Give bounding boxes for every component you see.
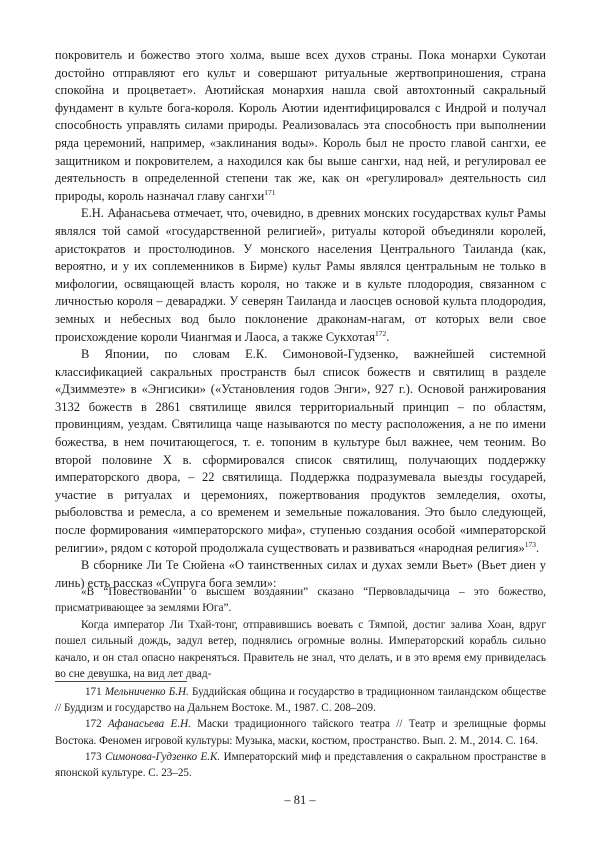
footnote-172 — [55, 716, 546, 748]
footnote-text: Маски традиционного тайского театра // Театр и зрелищные формы Востока. Феномен игровой культуры: Музыка, маски, костюм, пространство. Вып. 2. М., 2014. С. 164. — [55, 718, 546, 747]
quote-paragraph-1: «В “Повествовании о высшем воздаянии” сказано “Первовладычица – это божество, присматривающее за землями Юга”. — [55, 586, 546, 615]
paragraph-2-text: Е.Н. Афанасьева отмечает, что, очевидно, в древних монских государствах культ Рамы являлся той самой «государственной религией», ритуалы которой объединяли королей, аристократов и простолюдинов. У монского населения Центрального Таиланда (как, вероятно, и у их соплеменников в Бирме) культ Рамы являлся центральным не только в мифологии, освящающей власть короля, но также и в культе плодородия, связанном с личностью короля – девараджи. У северян Таиланда и лаосцев основой культа плодородия, земных и небесных вод было поклонение драконам-нагам, от которых вели свое происхождение короли Чиангмая и Лаоса, а также Сукхотая — [55, 206, 546, 344]
footnote-number: 171 — [85, 686, 102, 698]
footnote-ref-171[interactable]: 171 — [264, 187, 276, 197]
paragraph-3-text: В Японии, по словам Е.К. Симоновой-Гудзенко, важнейшей системной классификацией сакральных пространств был список божеств и святилищ в разделе «Дзиммеэте» в «Энгисики» («Установления годов Энги», 927 г.). Основой ранжирования 3132 божеств в 2861 святилище явился территориальный принцип – по областям, провинциям, уездам. Святилища чаще называются по месту расположения, а не по имени божества, в нем почитающегося, т. е. топоним в культуре был важнее, чем теоним. Во второй половине X в. сформировался список святилищ, получающих поддержку императорского двора, – 22 святилища. Поддержка подразумевала выезды государей, участие в ритуалах и церемониях, пожертвования продуктов земледелия, охоты, рыболовства и ремесла, а со временем и земельные пожалования. Это было следующей, после формирования «императорского мифа», ступенью создания особой «императорской религии», рядом с которой продолжала существовать и развиваться «народная религия» — [55, 347, 546, 555]
quotation-block — [55, 584, 546, 682]
page-number: – 81 – — [284, 793, 316, 807]
footnote-171 — [55, 684, 546, 716]
footnote-author: Симонова-Гудзенко Е.К. — [105, 750, 221, 763]
footnote-text: Императорский миф и представления о сакральном пространстве в японской культуре. С. 23–25. — [55, 750, 546, 780]
footnote-author: Афанасьева Е.Н. — [107, 718, 191, 731]
paragraph-1-text: покровитель и божество этого холма, выше всех духов страны. Пока монархи Сукотаи достойно отправляют его культ и совершают ритуальные жертвоприношения, страна спокойна и процветает». Аютийская монархия нашла свой автохтонный сакральный фундамент в культе бога-короля. Король Аютии идентифицировался с Индрой и получал способность управлять силами природы. Реализовалась эта способность при выполнении ряда церемоний, например, «заклинания воды». Король был не просто главой сангхи, ее защитником и покровителем, а находился как бы выше сангхи, над ней, и регулировал ее деятельность в определенной степени так же, как он «регулировал» деятельность сил природы, король назначал главу сангхи — [55, 48, 546, 203]
paragraph-3: В Японии, по словам Е.К. Симоновой-Гудзенко, важнейшей системной классификацией сакральных пространств был список божеств и святилищ в разделе «Дзиммеэте» в «Энгисики» («Установления годов Энги», 927 г.). Основой ранжирования 3132 божеств в 2861 святилище явился территориальный принцип – по областям, провинциям, уездам. Святилища чаще называются по месту расположения, а не по имени божества, в нем почитающегося, т. е. топоним в культуре был важнее, чем теоним. Во второй половине X в. сформировался список святилищ, получающих поддержку императорского двора, – 22 святилища. Поддержка подразумевала выезды государей, участие в ритуалах и церемониях, пожертвования продуктов земледелия, охоты, рыболовства и ремесла, а со временем и земельные пожалования. Это было следующей, после формирования «императорского мифа», ступенью создания особой «императорской религии», рядом с которой продолжала существовать и развиваться «народная религия»$^{173}$. — [55, 347, 546, 555]
footnote-author: Мельниченко Б.Н. — [104, 686, 189, 698]
paragraph-2: Е.Н. Афанасьева отмечает, что, очевидно, в древних монских государствах культ Рамы являлся той самой «государственной религией», ритуалы которой объединяли королей, аристократов и простолюдинов. У монского населения Центрального Таиланда (как, вероятно, и у их соплеменников в Бирме) культ Рамы являлся центральным не только в мифологии, освящающей власть короля, но также и в культе плодородия, связанном с личностью короля – девараджи. У северян Таиланда и лаосцев основой культа плодородия, земных и небесных вод было поклонение драконам-нагам, от которых вели свое происхождение короли Чиангмая и Лаоса, а также Сукхотая$^{172}$. — [55, 206, 546, 344]
footnote-divider — [55, 681, 187, 682]
footnote-number: 172 — [85, 718, 102, 731]
footnote-text: Буддийская община и государство в традиционном таиландском обществе // Буддизм и государство на Дальнем Востоке. М., 1987. С. 208–209. — [55, 686, 547, 715]
quote-paragraph-2: Когда император Ли Тхай-тонг, отправившись воевать с Тямпой, достиг залива Хоан, вдруг пошел сильный дождь, задул ветер, поднялись огромные волны. Императорский корабль сильно качало, и он стал опасно накреняться. Правитель не знал, что делать, и в это время ему привиделась во сне девушка, на вид лет двад- — [55, 618, 546, 681]
footnotes — [55, 684, 546, 781]
main-text — [55, 47, 546, 592]
footnote-number: 173 — [85, 750, 102, 763]
footnote-ref-172[interactable]: 172 — [374, 328, 387, 338]
footnote-173 — [55, 749, 546, 781]
paragraph-4: В сборнике Ли Те Сюйена «О таинственных силах и духах земли Вьет» (Вьет диен у линь) есть рассказ «Супруга бога земли»: — [55, 558, 546, 590]
footnote-ref-173[interactable]: 173 — [524, 539, 536, 549]
paragraph-1 — [55, 47, 546, 205]
